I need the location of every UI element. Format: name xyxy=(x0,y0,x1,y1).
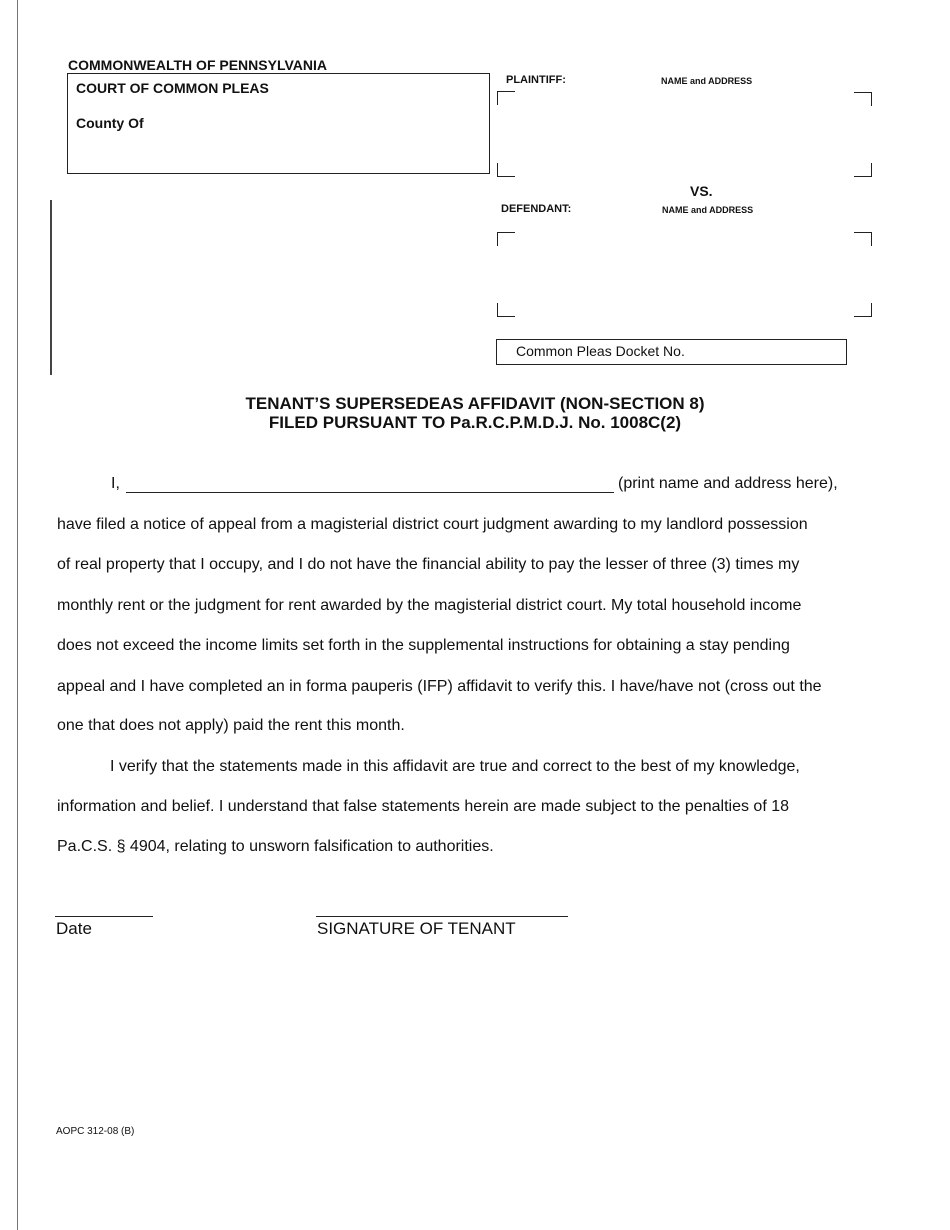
defendant-corner-bottom-left xyxy=(497,303,515,317)
docket-number-label: Common Pleas Docket No. xyxy=(516,343,685,359)
plaintiff-name-address-label: NAME and ADDRESS xyxy=(661,76,753,86)
plaintiff-corner-top-left xyxy=(497,91,515,105)
paragraph-1-line: of real property that I occupy, and I do not have the financial ability to pay the lesser of three (3) times my xyxy=(57,556,800,573)
signature-field[interactable] xyxy=(316,916,568,917)
defendant-name-address-label: NAME and ADDRESS xyxy=(662,205,754,215)
docket-number-field[interactable] xyxy=(496,339,847,365)
plaintiff-corner-top-right xyxy=(854,92,872,106)
signature-label: SIGNATURE OF TENANT xyxy=(317,919,516,938)
date-label: Date xyxy=(56,919,92,938)
scan-edge-line xyxy=(50,200,52,375)
paragraph-2-line: I verify that the statements made in this affidavit are true and correct to the best of my knowledge, xyxy=(110,758,800,775)
defendant-corner-top-left xyxy=(497,232,515,246)
intro-suffix: (print name and address here), xyxy=(618,475,838,492)
county-label: County Of xyxy=(76,115,144,131)
affidavit-subtitle: FILED PURSUANT TO Pa.R.C.P.M.D.J. No. 1008C(2) xyxy=(268,413,682,432)
form-code: AOPC 312-08 (B) xyxy=(56,1126,135,1137)
tenant-name-address-field[interactable] xyxy=(126,492,614,493)
paragraph-2-line: Pa.C.S. § 4904, relating to unsworn falsification to authorities. xyxy=(57,838,494,855)
scan-edge-line xyxy=(17,0,18,1230)
court-name: COURT OF COMMON PLEAS xyxy=(76,80,269,96)
plaintiff-label: PLAINTIFF: xyxy=(506,74,566,86)
defendant-corner-top-right xyxy=(854,232,872,246)
paragraph-1-line: appeal and I have completed an in forma pauperis (IFP) affidavit to verify this. I have/have not (cross out the xyxy=(57,678,822,695)
defendant-label: DEFENDANT: xyxy=(501,203,572,215)
date-field[interactable] xyxy=(55,916,153,917)
paragraph-1-line: have filed a notice of appeal from a magisterial district court judgment awarding to my landlord possession xyxy=(57,516,808,533)
paragraph-1-line: one that does not apply) paid the rent this month. xyxy=(57,717,405,734)
defendant-corner-bottom-right xyxy=(854,303,872,317)
commonwealth-heading: COMMONWEALTH OF PENNSYLVANIA xyxy=(68,57,327,73)
plaintiff-corner-bottom-right xyxy=(854,163,872,177)
paragraph-1-line: monthly rent or the judgment for rent awarded by the magisterial district court. My total household income xyxy=(57,597,802,614)
versus-label: VS. xyxy=(690,183,713,199)
paragraph-1-line: does not exceed the income limits set forth in the supplemental instructions for obtaining a stay pending xyxy=(57,637,790,654)
court-box xyxy=(67,73,490,174)
affidavit-title: TENANT’S SUPERSEDEAS AFFIDAVIT (NON-SECTION 8) xyxy=(245,394,705,413)
paragraph-2-line: information and belief. I understand that false statements herein are made subject to the penalties of 18 xyxy=(57,798,790,815)
plaintiff-corner-bottom-left xyxy=(497,163,515,177)
intro-prefix: I, xyxy=(111,475,120,492)
